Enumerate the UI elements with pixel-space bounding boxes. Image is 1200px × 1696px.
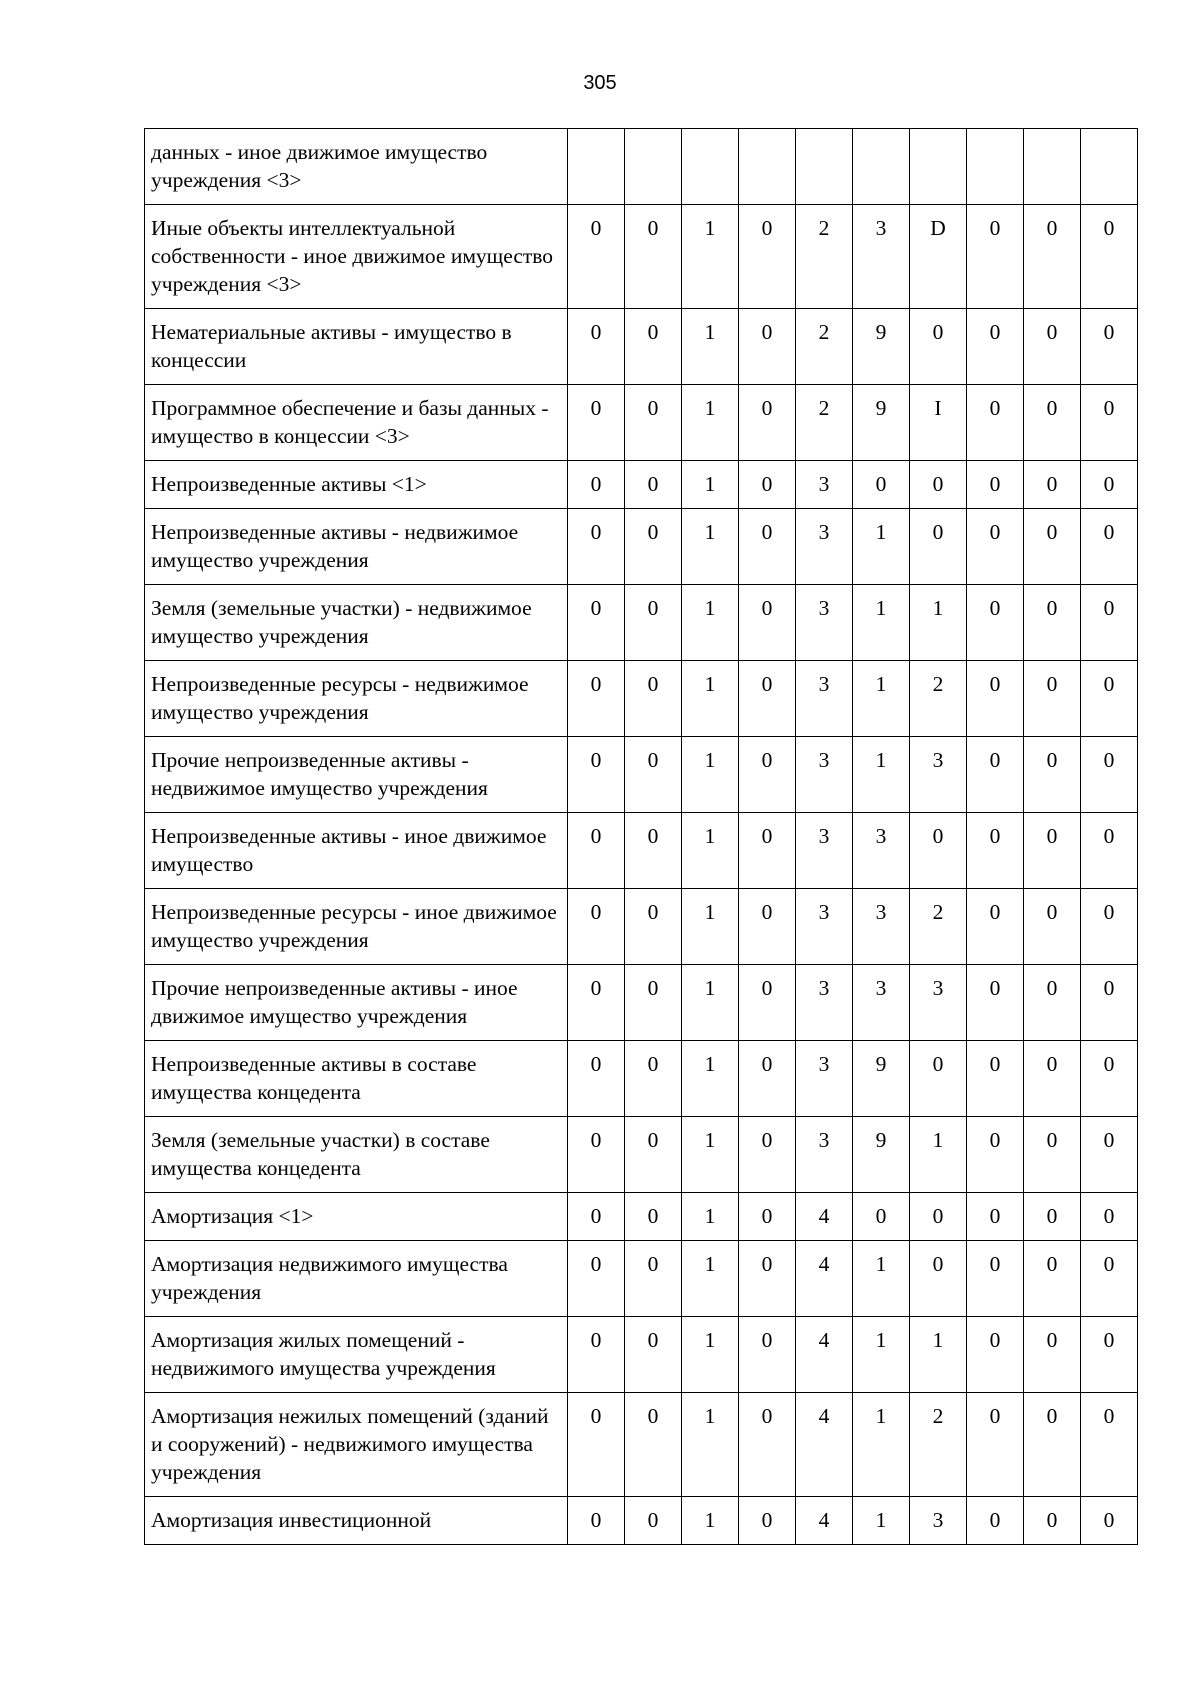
- code-digit-cell: 1: [853, 1241, 910, 1317]
- code-digit-cell: 0: [739, 1193, 796, 1241]
- code-digit-cell: 0: [910, 813, 967, 889]
- code-digit-cell: 0: [568, 813, 625, 889]
- code-digit-cell: 0: [739, 509, 796, 585]
- code-digit-cell: 0: [1024, 661, 1081, 737]
- code-digit-cell: 0: [568, 1241, 625, 1317]
- table-row: [145, 661, 1138, 737]
- account-name-cell: Амортизация нежилых помещений (зданий и сооружений) - недвижимого имущества учреждения: [145, 1393, 568, 1497]
- code-digit-cell: [853, 129, 910, 205]
- code-digit-cell: 0: [1081, 1193, 1138, 1241]
- code-digit-cell: 1: [682, 309, 739, 385]
- code-digit-cell: 3: [796, 1041, 853, 1117]
- account-name-cell: Непроизведенные активы в составе имущества концедента: [145, 1041, 568, 1117]
- code-digit-cell: 0: [568, 461, 625, 509]
- account-name-cell: Иные объекты интеллектуальной собственности - иное движимое имущество учреждения <3>: [145, 205, 568, 309]
- code-digit-cell: 3: [853, 205, 910, 309]
- code-digit-cell: 0: [1024, 509, 1081, 585]
- table-row: [145, 309, 1138, 385]
- account-codes-table: [144, 128, 1138, 1545]
- code-digit-cell: 0: [853, 461, 910, 509]
- account-name-cell: данных - иное движимое имущество учреждения <3>: [145, 129, 568, 205]
- code-digit-cell: 3: [796, 737, 853, 813]
- code-digit-cell: 1: [682, 1393, 739, 1497]
- code-digit-cell: 1: [682, 889, 739, 965]
- code-digit-cell: 0: [739, 1393, 796, 1497]
- code-digit-cell: 0: [967, 965, 1024, 1041]
- code-digit-cell: 0: [1081, 1041, 1138, 1117]
- code-digit-cell: 0: [625, 889, 682, 965]
- code-digit-cell: 0: [568, 1317, 625, 1393]
- code-digit-cell: 1: [682, 1041, 739, 1117]
- code-digit-cell: 0: [910, 1041, 967, 1117]
- code-digit-cell: 1: [682, 1241, 739, 1317]
- code-digit-cell: 0: [967, 309, 1024, 385]
- code-digit-cell: 1: [682, 813, 739, 889]
- code-digit-cell: 2: [796, 385, 853, 461]
- code-digit-cell: 3: [853, 813, 910, 889]
- code-digit-cell: 0: [739, 889, 796, 965]
- code-digit-cell: 2: [910, 661, 967, 737]
- code-digit-cell: 0: [568, 385, 625, 461]
- code-digit-cell: 1: [682, 1317, 739, 1393]
- code-digit-cell: 0: [910, 309, 967, 385]
- code-digit-cell: 0: [739, 461, 796, 509]
- code-digit-cell: 0: [1024, 1041, 1081, 1117]
- code-digit-cell: 1: [682, 965, 739, 1041]
- table-row: [145, 205, 1138, 309]
- code-digit-cell: 0: [625, 661, 682, 737]
- code-digit-cell: 0: [1081, 509, 1138, 585]
- code-digit-cell: 1: [853, 737, 910, 813]
- code-digit-cell: 3: [796, 585, 853, 661]
- code-digit-cell: 0: [910, 1241, 967, 1317]
- code-digit-cell: 3: [853, 965, 910, 1041]
- table-row: [145, 1317, 1138, 1393]
- table-row: [145, 737, 1138, 813]
- account-name-cell: Непроизведенные ресурсы - недвижимое имущество учреждения: [145, 661, 568, 737]
- code-digit-cell: 0: [739, 1117, 796, 1193]
- code-digit-cell: 3: [910, 965, 967, 1041]
- code-digit-cell: 0: [967, 1241, 1024, 1317]
- code-digit-cell: 1: [682, 1193, 739, 1241]
- code-digit-cell: 0: [967, 889, 1024, 965]
- code-digit-cell: 0: [967, 461, 1024, 509]
- code-digit-cell: 3: [796, 661, 853, 737]
- code-digit-cell: 1: [853, 1317, 910, 1393]
- account-name-cell: Прочие непроизведенные активы - иное движимое имущество учреждения: [145, 965, 568, 1041]
- code-digit-cell: I: [910, 385, 967, 461]
- code-digit-cell: 0: [568, 205, 625, 309]
- code-digit-cell: 2: [910, 1393, 967, 1497]
- code-digit-cell: 2: [796, 205, 853, 309]
- page-number: 305: [583, 72, 617, 94]
- code-digit-cell: 0: [568, 585, 625, 661]
- code-digit-cell: 0: [1081, 661, 1138, 737]
- code-digit-cell: 0: [568, 1193, 625, 1241]
- code-digit-cell: 3: [796, 461, 853, 509]
- account-name-cell: Непроизведенные ресурсы - иное движимое имущество учреждения: [145, 889, 568, 965]
- code-digit-cell: 0: [1024, 309, 1081, 385]
- table-row: [145, 1041, 1138, 1117]
- code-digit-cell: 3: [796, 1117, 853, 1193]
- code-digit-cell: 0: [1024, 1117, 1081, 1193]
- code-digit-cell: 0: [967, 737, 1024, 813]
- code-digit-cell: 0: [739, 1041, 796, 1117]
- code-digit-cell: [682, 129, 739, 205]
- code-digit-cell: 0: [1081, 1393, 1138, 1497]
- code-digit-cell: 0: [739, 1241, 796, 1317]
- code-digit-cell: 2: [910, 889, 967, 965]
- code-digit-cell: 0: [967, 509, 1024, 585]
- account-name-cell: Земля (земельные участки) - недвижимое имущество учреждения: [145, 585, 568, 661]
- code-digit-cell: 9: [853, 1117, 910, 1193]
- code-digit-cell: 0: [967, 1041, 1024, 1117]
- code-digit-cell: 0: [1081, 461, 1138, 509]
- code-digit-cell: 0: [853, 1193, 910, 1241]
- account-name-cell: Амортизация недвижимого имущества учреждения: [145, 1241, 568, 1317]
- code-digit-cell: 0: [568, 1041, 625, 1117]
- code-digit-cell: 0: [1081, 813, 1138, 889]
- table-row: [145, 509, 1138, 585]
- code-digit-cell: 0: [1024, 1241, 1081, 1317]
- code-digit-cell: 0: [1081, 1241, 1138, 1317]
- code-digit-cell: 0: [625, 1041, 682, 1117]
- code-digit-cell: 0: [739, 813, 796, 889]
- table-row: [145, 965, 1138, 1041]
- code-digit-cell: 1: [910, 1117, 967, 1193]
- code-digit-cell: 1: [853, 509, 910, 585]
- code-digit-cell: 0: [1024, 889, 1081, 965]
- code-digit-cell: 0: [1024, 1317, 1081, 1393]
- code-digit-cell: 0: [1024, 585, 1081, 661]
- table-row: [145, 889, 1138, 965]
- code-digit-cell: 0: [625, 1393, 682, 1497]
- code-digit-cell: [625, 129, 682, 205]
- code-digit-cell: [910, 129, 967, 205]
- code-digit-cell: 3: [796, 965, 853, 1041]
- code-digit-cell: 3: [853, 889, 910, 965]
- code-digit-cell: 4: [796, 1497, 853, 1545]
- code-digit-cell: 0: [568, 1117, 625, 1193]
- code-digit-cell: 1: [682, 385, 739, 461]
- code-digit-cell: 0: [1024, 965, 1081, 1041]
- code-digit-cell: 0: [739, 661, 796, 737]
- code-digit-cell: 0: [1024, 385, 1081, 461]
- code-digit-cell: 1: [682, 509, 739, 585]
- code-digit-cell: 0: [739, 585, 796, 661]
- table-row: [145, 1497, 1138, 1545]
- code-digit-cell: 3: [796, 509, 853, 585]
- code-digit-cell: 1: [910, 1317, 967, 1393]
- account-name-cell: Прочие непроизведенные активы - недвижимое имущество учреждения: [145, 737, 568, 813]
- table-row: [145, 1193, 1138, 1241]
- code-digit-cell: 0: [1081, 1317, 1138, 1393]
- code-digit-cell: 0: [739, 1317, 796, 1393]
- code-digit-cell: 0: [1081, 585, 1138, 661]
- code-digit-cell: 2: [796, 309, 853, 385]
- code-digit-cell: D: [910, 205, 967, 309]
- code-digit-cell: 0: [625, 309, 682, 385]
- code-digit-cell: [796, 129, 853, 205]
- table-row: [145, 1117, 1138, 1193]
- code-digit-cell: 3: [796, 889, 853, 965]
- code-digit-cell: 0: [625, 205, 682, 309]
- code-digit-cell: 0: [625, 509, 682, 585]
- code-digit-cell: 0: [739, 385, 796, 461]
- code-digit-cell: 0: [568, 1393, 625, 1497]
- code-digit-cell: 0: [625, 1193, 682, 1241]
- code-digit-cell: 0: [625, 813, 682, 889]
- code-digit-cell: 0: [1081, 965, 1138, 1041]
- code-digit-cell: 0: [568, 309, 625, 385]
- code-digit-cell: 0: [1081, 205, 1138, 309]
- code-digit-cell: 0: [967, 813, 1024, 889]
- code-digit-cell: 1: [682, 205, 739, 309]
- code-digit-cell: 0: [1024, 1193, 1081, 1241]
- code-digit-cell: 0: [739, 965, 796, 1041]
- code-digit-cell: 1: [682, 661, 739, 737]
- code-digit-cell: 1: [682, 1117, 739, 1193]
- account-name-cell: Амортизация жилых помещений - недвижимого имущества учреждения: [145, 1317, 568, 1393]
- code-digit-cell: 0: [910, 461, 967, 509]
- code-digit-cell: 1: [682, 737, 739, 813]
- code-digit-cell: 0: [568, 737, 625, 813]
- code-digit-cell: 0: [1081, 889, 1138, 965]
- code-digit-cell: 0: [568, 509, 625, 585]
- account-name-cell: Непроизведенные активы - иное движимое имущество: [145, 813, 568, 889]
- code-digit-cell: 0: [967, 661, 1024, 737]
- code-digit-cell: 9: [853, 385, 910, 461]
- code-digit-cell: 4: [796, 1393, 853, 1497]
- code-digit-cell: 0: [625, 965, 682, 1041]
- table-row: [145, 585, 1138, 661]
- code-digit-cell: 0: [625, 585, 682, 661]
- table-row: [145, 813, 1138, 889]
- code-digit-cell: 0: [1024, 813, 1081, 889]
- table-row: [145, 1241, 1138, 1317]
- code-digit-cell: 0: [910, 509, 967, 585]
- table-row: [145, 1393, 1138, 1497]
- code-digit-cell: 0: [967, 585, 1024, 661]
- code-digit-cell: 9: [853, 1041, 910, 1117]
- account-name-cell: Земля (земельные участки) в составе имущества концедента: [145, 1117, 568, 1193]
- code-digit-cell: 3: [796, 813, 853, 889]
- code-digit-cell: 0: [910, 1193, 967, 1241]
- code-digit-cell: 4: [796, 1317, 853, 1393]
- code-digit-cell: 1: [853, 1497, 910, 1545]
- code-digit-cell: [1081, 129, 1138, 205]
- code-digit-cell: 0: [967, 1117, 1024, 1193]
- code-digit-cell: [967, 129, 1024, 205]
- table-row: [145, 461, 1138, 509]
- table-body: [145, 129, 1138, 1545]
- code-digit-cell: [739, 129, 796, 205]
- code-digit-cell: 0: [625, 461, 682, 509]
- code-digit-cell: 0: [625, 1317, 682, 1393]
- account-name-cell: Амортизация <1>: [145, 1193, 568, 1241]
- code-digit-cell: 0: [739, 737, 796, 813]
- code-digit-cell: 0: [1024, 1497, 1081, 1545]
- code-digit-cell: 0: [1081, 737, 1138, 813]
- code-digit-cell: 0: [625, 385, 682, 461]
- code-digit-cell: 0: [625, 1241, 682, 1317]
- account-name-cell: Программное обеспечение и базы данных - имущество в концессии <3>: [145, 385, 568, 461]
- code-digit-cell: 0: [568, 661, 625, 737]
- code-digit-cell: 0: [625, 1497, 682, 1545]
- account-name-cell: Амортизация инвестиционной: [145, 1497, 568, 1545]
- code-digit-cell: 0: [625, 737, 682, 813]
- code-digit-cell: 9: [853, 309, 910, 385]
- code-digit-cell: 0: [1024, 737, 1081, 813]
- code-digit-cell: 0: [739, 309, 796, 385]
- code-digit-cell: 1: [682, 1497, 739, 1545]
- code-digit-cell: 0: [1024, 461, 1081, 509]
- code-digit-cell: 0: [1081, 1117, 1138, 1193]
- code-digit-cell: 0: [1024, 1393, 1081, 1497]
- table-row: [145, 385, 1138, 461]
- code-digit-cell: 0: [1081, 1497, 1138, 1545]
- code-digit-cell: 0: [967, 1193, 1024, 1241]
- code-digit-cell: 0: [568, 1497, 625, 1545]
- account-name-cell: Непроизведенные активы <1>: [145, 461, 568, 509]
- code-digit-cell: 3: [910, 1497, 967, 1545]
- code-digit-cell: 1: [682, 585, 739, 661]
- code-digit-cell: 0: [967, 385, 1024, 461]
- code-digit-cell: 0: [568, 965, 625, 1041]
- code-digit-cell: 1: [853, 1393, 910, 1497]
- code-digit-cell: 1: [853, 661, 910, 737]
- code-digit-cell: [1024, 129, 1081, 205]
- code-digit-cell: 3: [910, 737, 967, 813]
- code-digit-cell: 0: [625, 1117, 682, 1193]
- code-digit-cell: 0: [1024, 205, 1081, 309]
- code-digit-cell: 0: [739, 205, 796, 309]
- code-digit-cell: 0: [967, 1497, 1024, 1545]
- code-digit-cell: 0: [568, 889, 625, 965]
- code-digit-cell: [568, 129, 625, 205]
- code-digit-cell: 0: [1081, 385, 1138, 461]
- code-digit-cell: 1: [910, 585, 967, 661]
- code-digit-cell: 0: [967, 1317, 1024, 1393]
- code-digit-cell: 0: [739, 1497, 796, 1545]
- account-name-cell: Непроизведенные активы - недвижимое имущество учреждения: [145, 509, 568, 585]
- code-digit-cell: 1: [853, 585, 910, 661]
- code-digit-cell: 4: [796, 1241, 853, 1317]
- code-digit-cell: 1: [682, 461, 739, 509]
- code-digit-cell: 0: [967, 1393, 1024, 1497]
- code-digit-cell: 4: [796, 1193, 853, 1241]
- account-name-cell: Нематериальные активы - имущество в концессии: [145, 309, 568, 385]
- code-digit-cell: 0: [967, 205, 1024, 309]
- table-row: [145, 129, 1138, 205]
- code-digit-cell: 0: [1081, 309, 1138, 385]
